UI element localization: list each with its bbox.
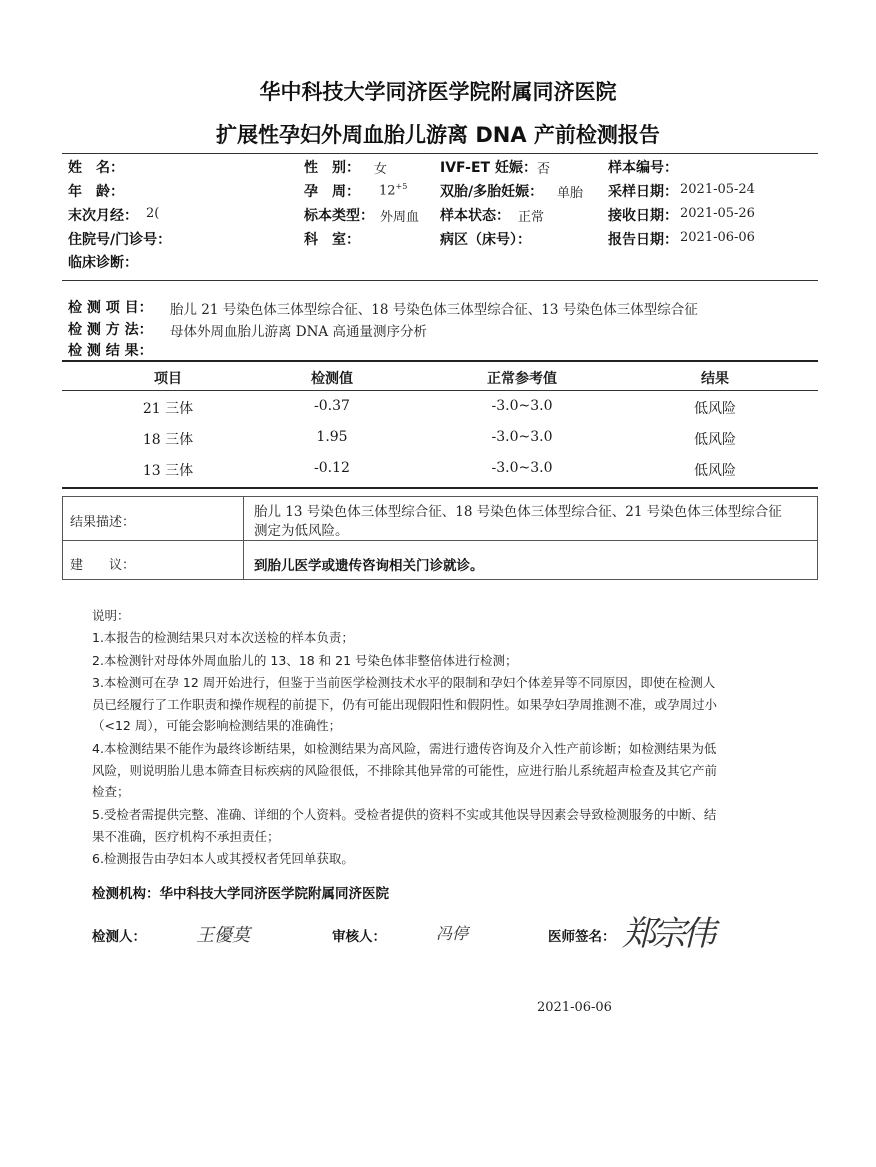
col-header-reference: 正常参考值 [487,371,557,387]
sample-state-value: 正常 [518,210,545,225]
sample-no-label: 样本编号： [608,160,678,176]
advice-value: 到胎儿医学或遗传咨询相关门诊就诊。 [254,558,484,574]
test-method-value: 母体外周血胎儿游离 DNA 高通量测序分析 [170,324,427,340]
row-21-result: 低风险 [694,401,736,417]
note-3a: 3.本检测可在孕 12 周开始进行，但鉴于当前医学检测技术水平的限制和孕妇个体差异等不同原因，即使在检测人 [92,675,716,690]
twin-value: 单胎 [557,186,584,201]
gender-label: 性 别： [304,160,360,176]
row-18-item: 18 三体 [142,432,194,448]
twin-label: 双胎/多胎妊娠： [440,184,544,200]
test-result-label: 检 测 结 果： [68,343,153,359]
test-item-label: 检 测 项 目： [68,300,153,316]
sample-state-label: 样本状态： [440,208,510,224]
tester-signature: 王優莫 [196,925,250,946]
row-21-value: -0.37 [314,398,350,414]
note-3c: （<12 周），可能会影响检测结果的准确性； [92,718,342,733]
col-header-result: 结果 [701,371,729,387]
ivf-label: IVF-ET 妊娠： [440,160,537,176]
report-date-label: 报告日期： [608,232,678,248]
info-divider [62,280,818,281]
report-date-value: 2021-06-06 [680,230,755,245]
sample-type-value: 外周血 [380,210,420,225]
collect-date-label: 采样日期： [608,184,678,200]
sample-type-label: 标本类型： [304,208,374,224]
doctor-label: 医师签名： [548,929,616,945]
inpatient-no-label: 住院号/门诊号： [68,232,172,248]
row-18-value: 1.95 [316,429,348,445]
footer-date: 2021-06-06 [537,1000,612,1015]
row-18-result: 低风险 [694,432,736,448]
note-4b: 风险，则说明胎儿患本筛查目标疾病的风险很低，不排除其他异常的可能性，应进行胎儿系统超声检查及其它产前 [92,763,718,778]
table-bottom-rule [62,487,818,489]
advice-label: 建 议： [70,558,136,573]
row-13-result: 低风险 [694,463,736,479]
test-method-label: 检 测 方 法： [68,322,153,338]
table-top-rule [62,360,818,362]
result-desc-line1: 胎儿 13 号染色体三体型综合征、18 号染色体三体型综合征、21 号染色体三体型综合征 [254,504,782,520]
row-21-reference: -3.0~3.0 [491,398,553,414]
hospital-title: 华中科技大学同济医学院附属同济医院 [259,80,617,104]
table-header-rule [62,390,818,391]
institution: 检测机构：华中科技大学同济医学院附属同济医院 [92,886,389,902]
summary-col-divider [243,496,244,580]
reviewer-label: 审核人： [332,929,386,945]
gender-value: 女 [374,162,388,177]
result-desc-line2: 测定为低风险。 [254,523,349,539]
row-13-item: 13 三体 [142,463,194,479]
dept-label: 科 室： [304,232,360,248]
row-18-reference: -3.0~3.0 [491,429,553,445]
row-13-reference: -3.0~3.0 [491,460,553,476]
lmp-label: 末次月经： [68,208,138,224]
note-4c: 检查； [92,784,130,799]
name-label: 姓 名： [68,160,124,176]
ivf-value: 否 [537,162,551,177]
reviewer-signature: 冯停 [436,924,469,943]
gestation-value: $12^{+5}$ [379,182,408,199]
note-2: 2.本检测针对母体外周血胎儿的 13、18 和 21 号染色体非整倍体进行检测； [92,653,518,668]
collect-date-value: 2021-05-24 [680,182,755,197]
row-13-value: -0.12 [314,460,350,476]
note-3b: 员已经履行了工作职责和操作规程的前提下，仍有可能出现假阳性和假阴性。如果孕妇孕周推测不准，或孕周过小 [92,697,718,712]
lmp-value: 2( [146,206,160,221]
receive-date-label: 接收日期： [608,208,678,224]
note-5b: 果不准确，医疗机构不承担责任； [92,829,280,844]
result-desc-label: 结果描述： [70,515,136,530]
doctor-signature: 郑宗伟 [622,914,712,954]
summary-row-divider [62,540,818,541]
col-header-item: 项目 [154,371,182,387]
col-header-value: 检测值 [311,371,353,387]
top-divider [62,153,818,154]
diagnosis-label: 临床诊断： [68,255,138,271]
receive-date-value: 2021-05-26 [680,206,755,221]
report-title: 扩展性孕妇外周血胎儿游离 DNA 产前检测报告 [216,123,660,147]
ward-label: 病区（床号）： [440,232,531,248]
gestation-label: 孕 周： [304,184,360,200]
test-item-value: 胎儿 21 号染色体三体型综合征、18 号染色体三体型综合征、13 号染色体三体型综合征 [170,302,698,318]
note-4a: 4.本检测结果不能作为最终诊断结果，如检测结果为高风险，需进行遗传咨询及介入性产前诊断；如检测结果为低 [92,741,717,756]
row-21-item: 21 三体 [142,401,194,417]
note-5a: 5.受检者需提供完整、准确、详细的个人资料。受检者提供的资料不实或其他误导因素会导致检测服务的中断、结 [92,807,717,822]
tester-label: 检测人： [92,929,146,945]
note-1: 1.本报告的检测结果只对本次送检的样本负责； [92,630,354,645]
note-6: 6.检测报告由孕妇本人或其授权者凭回单获取。 [92,851,354,866]
age-label: 年 龄： [68,184,124,200]
notes-title: 说明： [92,608,130,623]
